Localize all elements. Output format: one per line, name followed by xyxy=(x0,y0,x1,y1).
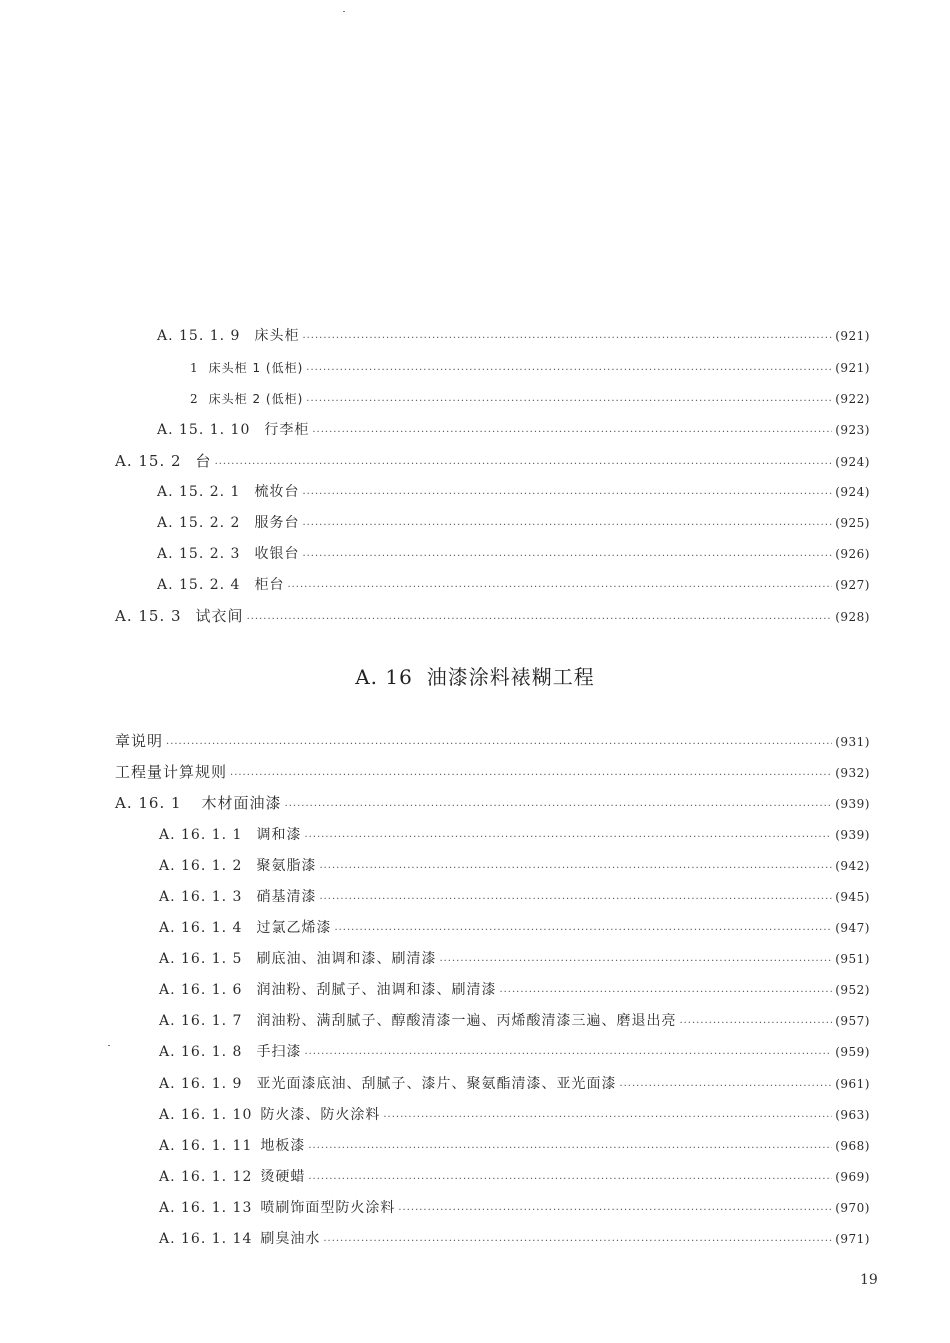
toc-entry-number: A. 15. 2. 3 xyxy=(157,546,241,562)
toc-entry-page: (942) xyxy=(835,859,870,873)
toc-entry-page: (924) xyxy=(835,485,870,499)
toc-entry-title: 硝基清漆 xyxy=(256,889,317,905)
toc-entry-page: (971) xyxy=(835,1232,870,1246)
dot-leader xyxy=(499,984,832,1002)
toc-entry-page: (959) xyxy=(835,1045,870,1059)
toc-entry-title: 台 xyxy=(195,452,212,470)
toc-entry[interactable] xyxy=(159,919,870,939)
toc-entry-title: 行李柜 xyxy=(264,422,310,438)
toc-entry-title: 润油粉、刮腻子、油调和漆、刷清漆 xyxy=(256,982,497,998)
dot-leader xyxy=(679,1015,832,1033)
toc-entry[interactable] xyxy=(157,545,870,565)
toc-entry-number: 2 xyxy=(190,392,199,406)
toc-entry-title: 地板漆 xyxy=(260,1138,306,1154)
dot-leader xyxy=(247,611,833,629)
toc-entry[interactable] xyxy=(157,327,870,347)
toc-entry-title: 过氯乙烯漆 xyxy=(256,920,332,936)
toc-entry-number: A. 16. 1. 4 xyxy=(159,920,243,936)
toc-entry-page: (924) xyxy=(835,455,870,469)
dot-leader xyxy=(302,486,832,504)
toc-entry-page: (961) xyxy=(835,1077,870,1091)
dot-leader xyxy=(285,798,833,816)
toc-entry-number: A. 15. 2. 1 xyxy=(157,484,241,500)
dot-leader xyxy=(439,953,832,971)
dot-leader xyxy=(312,424,832,442)
dot-leader xyxy=(383,1109,832,1127)
toc-entry-number: A. 15. 2. 2 xyxy=(157,515,241,531)
toc-entry-title: 柜台 xyxy=(254,577,285,593)
toc-entry-title: 手扫漆 xyxy=(256,1044,302,1060)
toc-entry-page: (968) xyxy=(835,1139,870,1153)
toc-entry[interactable] xyxy=(157,421,870,441)
toc-entry-page: (939) xyxy=(835,797,870,811)
dot-leader xyxy=(230,767,832,785)
section-heading-number: A. 16 xyxy=(355,665,413,689)
dot-leader xyxy=(302,517,832,535)
toc-entry-title: 试衣间 xyxy=(195,607,244,625)
toc-entry-page: (926) xyxy=(835,547,870,561)
toc-entry[interactable] xyxy=(159,888,870,908)
toc-entry[interactable] xyxy=(157,483,870,503)
toc-entry[interactable] xyxy=(157,514,870,534)
dot-leader xyxy=(215,456,833,474)
scan-speck xyxy=(108,1045,110,1046)
toc-entry-number: A. 16. 1. 2 xyxy=(159,858,243,874)
toc-entry-title: 章说明 xyxy=(115,732,164,750)
toc-entry-number: A. 16. 1 xyxy=(115,794,182,812)
toc-entry-number: A. 16. 1. 10 xyxy=(159,1107,253,1123)
toc-entry-page: (957) xyxy=(835,1014,870,1028)
toc-entry[interactable] xyxy=(159,950,870,970)
toc-entry-page: (970) xyxy=(835,1201,870,1215)
toc-entry-number: A. 15. 2. 4 xyxy=(157,577,241,593)
dot-leader xyxy=(319,891,832,909)
scan-speck xyxy=(343,11,345,12)
dot-leader xyxy=(308,1171,832,1189)
toc-entry-page: (925) xyxy=(835,516,870,530)
toc-entry-title: 刷臭油水 xyxy=(260,1231,321,1247)
toc-entry-number: A. 15. 1. 9 xyxy=(157,328,241,344)
toc-entry[interactable] xyxy=(159,1230,870,1250)
toc-entry-title: 烫硬蜡 xyxy=(260,1169,306,1185)
toc-entry[interactable] xyxy=(115,607,870,628)
toc-entry-title: 润油粉、满刮腻子、醇酸清漆一遍、丙烯酸清漆三遍、磨退出亮 xyxy=(256,1013,677,1029)
toc-entry-number: A. 16. 1. 5 xyxy=(159,951,243,967)
toc-entry-number: A. 16. 1. 6 xyxy=(159,982,243,998)
dot-leader xyxy=(287,579,832,597)
toc-entry-page: (922) xyxy=(835,392,870,406)
toc-entry-title: 聚氨脂漆 xyxy=(256,858,317,874)
toc-entry[interactable] xyxy=(190,359,870,379)
toc-entry[interactable] xyxy=(115,452,870,473)
toc-entry[interactable] xyxy=(159,1012,870,1032)
toc-entry-number: A. 16. 1. 1 xyxy=(159,827,243,843)
toc-entry-page: (947) xyxy=(835,921,870,935)
toc-entry-number: A. 16. 1. 7 xyxy=(159,1013,243,1029)
toc-entry[interactable] xyxy=(159,857,870,877)
toc-entry-title: 收银台 xyxy=(254,546,300,562)
page-number: 19 xyxy=(860,1272,878,1288)
dot-leader xyxy=(302,548,832,566)
toc-entry-title: 喷刷饰面型防火涂料 xyxy=(260,1200,396,1216)
toc-entry-page: (921) xyxy=(835,361,870,375)
dot-leader xyxy=(308,1140,832,1158)
dot-leader xyxy=(304,829,832,847)
toc-entry-title: 工程量计算规则 xyxy=(115,763,228,781)
toc-entry[interactable] xyxy=(159,1199,870,1219)
toc-entry[interactable] xyxy=(159,826,870,846)
toc-entry-page: (969) xyxy=(835,1170,870,1184)
toc-entry-page: (931) xyxy=(835,735,870,749)
toc-entry-page: (952) xyxy=(835,983,870,997)
toc-entry[interactable] xyxy=(159,1137,870,1157)
toc-entry-page: (963) xyxy=(835,1108,870,1122)
toc-entry[interactable] xyxy=(157,576,870,596)
toc-entry-number: A. 16. 1. 8 xyxy=(159,1044,243,1060)
toc-entry-page: (945) xyxy=(835,890,870,904)
toc-entry-title: 服务台 xyxy=(254,515,300,531)
dot-leader xyxy=(323,1233,832,1251)
toc-entry-number: A. 15. 2 xyxy=(115,452,182,470)
dot-leader xyxy=(398,1202,832,1220)
toc-entry[interactable] xyxy=(159,1043,870,1063)
toc-entry-page: (927) xyxy=(835,578,870,592)
toc-entry[interactable] xyxy=(115,794,870,815)
section-heading xyxy=(0,661,950,690)
section-heading-title: 油漆涂料裱糊工程 xyxy=(426,665,595,689)
toc-entry-number: A. 15. 3 xyxy=(115,607,182,625)
toc-entry-title: 防火漆、防火涂料 xyxy=(260,1107,381,1123)
toc-entry-title: 调和漆 xyxy=(256,827,302,843)
toc-entry-page: (923) xyxy=(835,423,870,437)
toc-entry[interactable] xyxy=(115,732,870,753)
toc-entry-title: 床头柜 xyxy=(254,328,300,344)
toc-entry-number: 1 xyxy=(190,361,199,375)
toc-entry-number: A. 16. 1. 3 xyxy=(159,889,243,905)
toc-entry-page: (939) xyxy=(835,828,870,842)
toc-entry-page: (951) xyxy=(835,952,870,966)
toc-entry-number: A. 15. 1. 10 xyxy=(157,422,251,438)
dot-leader xyxy=(302,330,832,348)
toc-entry-title: 梳妆台 xyxy=(254,484,300,500)
toc-entry-page: (928) xyxy=(835,610,870,624)
toc-entry[interactable] xyxy=(159,1168,870,1188)
toc-entry-title: 床头柜 1 (低柜) xyxy=(208,361,304,375)
toc-entry-number: A. 16. 1. 9 xyxy=(159,1076,243,1092)
toc-entry[interactable] xyxy=(190,390,870,410)
dot-leader xyxy=(319,860,832,878)
toc-entry-number: A. 16. 1. 13 xyxy=(159,1200,253,1216)
dot-leader xyxy=(306,362,832,380)
toc-entry-title: 亚光面漆底油、刮腻子、漆片、聚氨酯清漆、亚光面漆 xyxy=(256,1076,617,1092)
dot-leader xyxy=(304,1046,832,1064)
toc-entry-number: A. 16. 1. 14 xyxy=(159,1231,253,1247)
dot-leader xyxy=(334,922,832,940)
toc-entry-title: 刷底油、油调和漆、刷清漆 xyxy=(256,951,437,967)
toc-entry-title: 木材面油漆 xyxy=(201,794,282,812)
toc-entry-number: A. 16. 1. 12 xyxy=(159,1169,253,1185)
toc-entry[interactable] xyxy=(159,1075,870,1095)
toc-entry-page: (932) xyxy=(835,766,870,780)
toc-entry[interactable] xyxy=(159,981,870,1001)
toc-entry-title: 床头柜 2 (低柜) xyxy=(208,392,304,406)
toc-entry[interactable] xyxy=(159,1106,870,1126)
toc-entry-page: (921) xyxy=(835,329,870,343)
dot-leader xyxy=(619,1078,832,1096)
dot-leader xyxy=(166,736,832,754)
toc-entry[interactable] xyxy=(115,763,870,784)
dot-leader xyxy=(306,393,832,411)
toc-entry-number: A. 16. 1. 11 xyxy=(159,1138,253,1154)
